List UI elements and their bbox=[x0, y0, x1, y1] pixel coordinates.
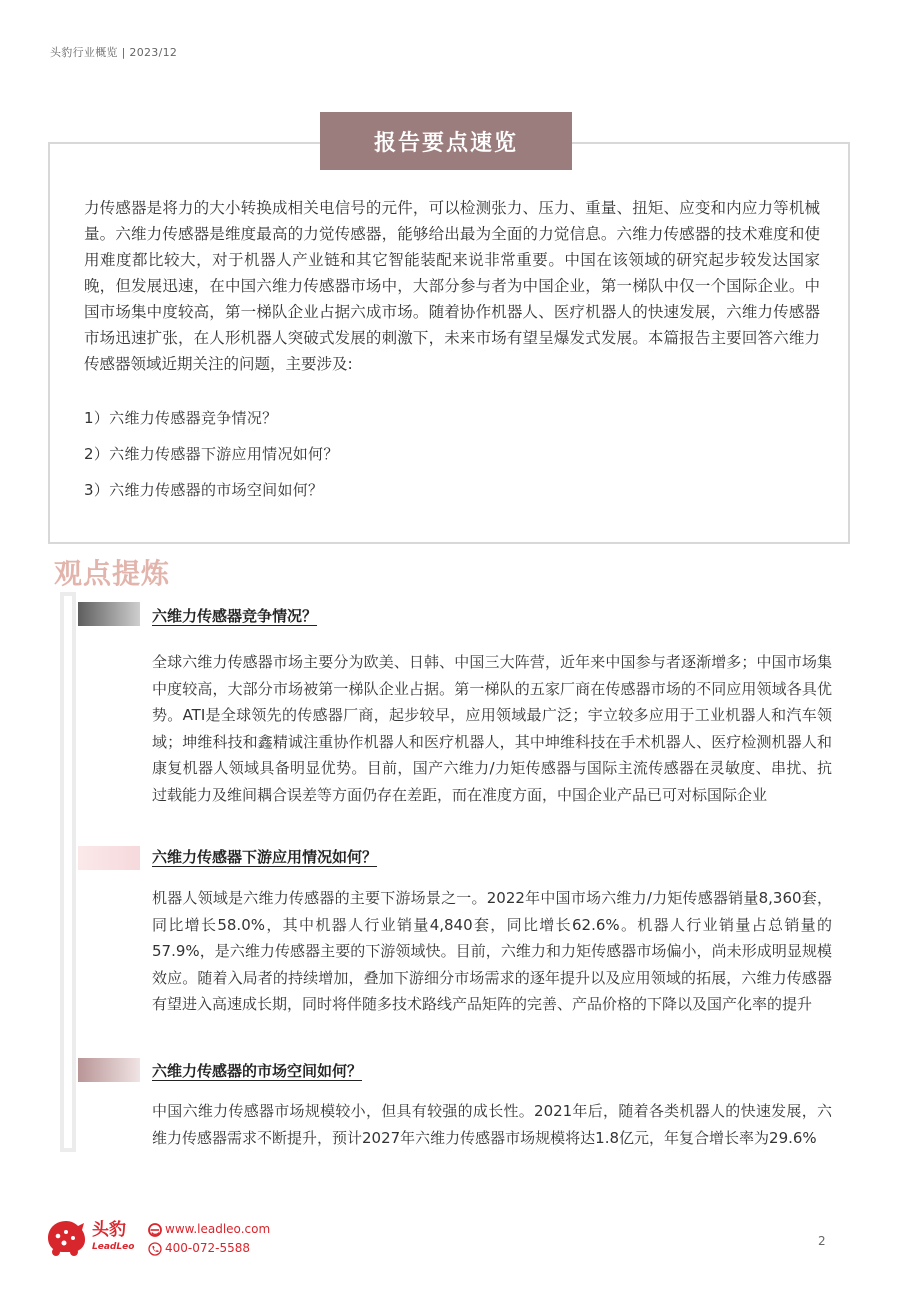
insight-body-3: 中国六维力传感器市场规模较小，但具有较强的成长性。2021年后，随着各类机器人的快速发展，六维力传感器需求不断提升，预计2027年六维力传感器市场规模将达1.8亿元，年复合增长率为29.6% bbox=[152, 1102, 832, 1147]
insight-question-3: 六维力传感器的市场空间如何？ bbox=[152, 1062, 363, 1080]
summary-question-1: 1）六维力传感器竞争情况？ bbox=[84, 409, 278, 427]
section-marker-1 bbox=[78, 602, 140, 626]
summary-title: 报告要点速览 bbox=[320, 112, 572, 170]
summary-question-2: 2）六维力传感器下游应用情况如何？ bbox=[84, 445, 339, 463]
header-tag: 头豹行业概览 | 2023/12 bbox=[50, 46, 178, 59]
logo-brand-cn: 头豹 bbox=[92, 1220, 126, 1240]
leadleo-logo bbox=[44, 1212, 144, 1256]
footer-contact bbox=[148, 1220, 270, 1258]
summary-intro: 力传感器是将力的大小转换成相关电信号的元件，可以检测张力、压力、重量、扭矩、应变和内应力等机械量。六维力传感器是维度最高的力觉传感器，能够给出最为全面的力觉信息。六维力传感器的技术难度和使用难度都比较大，对于机器人产业链和其它智能装配来说非常重要。中国在该领域的研究起步较发达国家晚，但发展迅速，在中国六维力传感器市场中，大部分参与者为中国企业，第一梯队中仅一个国际企业。中国市场集中度较高，第一梯队企业占据六成市场。随着协作机器人、医疗机器人的快速发展，六维力传感器市场迅速扩张，在人形机器人突破式发展的刺激下，未来市场有望呈爆发式发展。本篇报告主要回答六维力传感器领域近期关注的问题，主要涉及: bbox=[84, 199, 820, 373]
footer-website[interactable]: www.leadleo.com bbox=[165, 1222, 271, 1236]
web-icon bbox=[148, 1223, 162, 1237]
insight-body-2: 机器人领域是六维力传感器的主要下游场景之一。2022年中国市场六维力/力矩传感器销量8,360套，同比增长58.0%，其中机器人行业销量4,840套，同比增长62.6%。机器人行业销量占总销量的57.9%，是六维力传感器主要的下游领域快。目前，六维力和力矩传感器市场偏小，尚未形成明显规模效应。随着入局者的持续增加，叠加下游细分市场需求的逐年提升以及应用领域的拓展，六维力传感器有望进入高速成长期，同时将伴随多技术路线产品矩阵的完善、产品价格的下降以及国产化率的提升 bbox=[152, 889, 832, 1013]
insights-heading: 观点提炼 bbox=[54, 557, 171, 590]
summary-question-3: 3）六维力传感器的市场空间如何？ bbox=[84, 481, 324, 499]
logo-brand-en: LeadLeo bbox=[92, 1242, 135, 1252]
insight-body-1: 全球六维力传感器市场主要分为欧美、日韩、中国三大阵营，近年来中国参与者逐渐增多；中国市场集中度较高，大部分市场被第一梯队企业占据。第一梯队的五家厂商在传感器市场的不同应用领域各具优势。ATI是全球领先的传感器厂商，起步较早，应用领域最广泛；宇立较多应用于工业机器人和汽车领域；坤维科技和鑫精诚注重协作机器人和医疗机器人，其中坤维科技在手术机器人、医疗检测机器人和康复机器人领域具备明显优势。目前，国产六维力/力矩传感器与国际主流传感器在灵敏度、串扰、抗过载能力及维间耦合误差等方面仍存在差距，而在准度方面，中国企业产品已可对标国际企业 bbox=[152, 653, 832, 804]
section-marker-2 bbox=[78, 846, 140, 870]
insight-question-1: 六维力传感器竞争情况？ bbox=[152, 607, 318, 625]
insight-question-2: 六维力传感器下游应用情况如何？ bbox=[152, 848, 378, 866]
timeline-bar-inner bbox=[64, 596, 72, 1148]
section-marker-3 bbox=[78, 1058, 140, 1082]
leopard-mark-icon bbox=[48, 1221, 85, 1256]
phone-icon bbox=[148, 1242, 162, 1256]
page-number: 2 bbox=[818, 1234, 826, 1248]
footer-phone: 400-072-5588 bbox=[165, 1241, 251, 1255]
